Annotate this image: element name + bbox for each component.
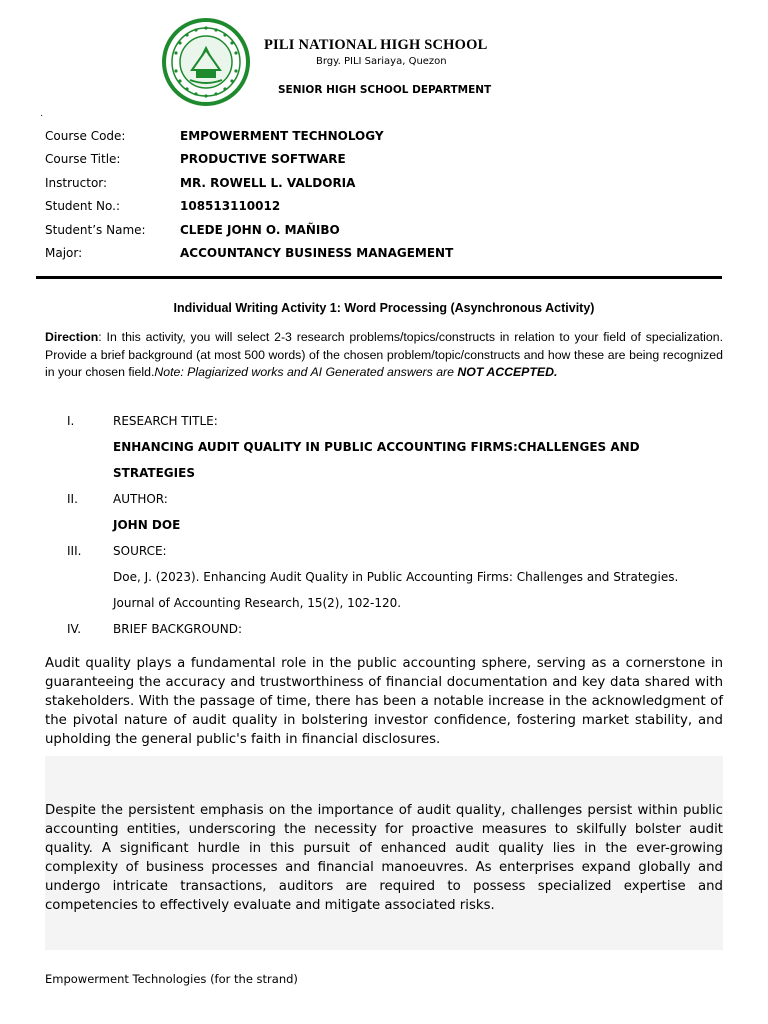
direction-text: : In this activity, you will select 2-3 research problems/topics/constructs in relation to your field of specialization. Provide a brief background (at most 500 words) of the chosen problem/topic/constructs and how these are being recognized in your chosen field. bbox=[45, 330, 723, 379]
outline-number: I. bbox=[67, 414, 75, 428]
author-name: JOHN DOE bbox=[113, 518, 181, 532]
background-paragraph-1: Audit quality plays a fundamental role in the public accounting sphere, serving as a cornerstone in guaranteeing the accuracy and trustworthiness of financial documentation and key data shared with stakeholders. With the passage of time, there has been a notable increase in the acknowledgment of the pivotal nature of audit quality in bolstering investor confidence, fostering market stability, and upholding the general public's faith in financial disclosures. bbox=[45, 656, 723, 747]
school-name: PILI NATIONAL HIGH SCHOOL bbox=[264, 37, 488, 53]
outline-item-background bbox=[67, 616, 727, 642]
research-outline bbox=[67, 408, 727, 642]
info-row-major bbox=[45, 242, 685, 266]
outline-label: RESEARCH TITLE: bbox=[113, 414, 218, 428]
info-row-student-no bbox=[45, 195, 685, 219]
source-citation-line2: Journal of Accounting Research, 15(2), 102-120. bbox=[113, 596, 402, 610]
outline-number: III. bbox=[67, 544, 82, 558]
outline-label: AUTHOR: bbox=[113, 492, 168, 506]
outline-number: II. bbox=[67, 492, 78, 506]
research-title-line1: ENHANCING AUDIT QUALITY IN PUBLIC ACCOUNTING FIRMS:CHALLENGES AND bbox=[113, 440, 640, 454]
research-title-line2: STRATEGIES bbox=[113, 466, 195, 480]
info-label: Course Code: bbox=[45, 128, 126, 143]
page-footer: Empowerment Technologies (for the strand) bbox=[45, 972, 298, 986]
info-label: Student No.: bbox=[45, 199, 121, 214]
info-label: Major: bbox=[45, 246, 83, 261]
info-value: PRODUCTIVE SOFTWARE bbox=[180, 152, 346, 167]
header-divider bbox=[36, 276, 722, 279]
outline-number: IV. bbox=[67, 622, 82, 636]
info-value: 108513110012 bbox=[180, 199, 281, 214]
outline-item-author bbox=[67, 486, 727, 512]
direction-label: Direction bbox=[45, 330, 99, 344]
source-citation-line1: Doe, J. (2023). Enhancing Audit Quality in Public Accounting Firms: Challenges and Strategies. bbox=[113, 570, 679, 584]
info-label: Instructor: bbox=[45, 175, 108, 190]
direction-paragraph bbox=[45, 329, 723, 382]
course-info-block bbox=[45, 124, 685, 265]
outline-item-research-title bbox=[67, 408, 727, 434]
info-row-instructor bbox=[45, 171, 685, 195]
info-value: CLEDE JOHN O. MAÑIBO bbox=[180, 222, 340, 237]
outline-label: SOURCE: bbox=[113, 544, 167, 558]
info-value: EMPOWERMENT TECHNOLOGY bbox=[180, 128, 384, 143]
note-emphasis: NOT ACCEPTED. bbox=[457, 365, 558, 379]
background-paragraph-2: Despite the persistent emphasis on the importance of audit quality, challenges persist within public accounting entities, underscoring the necessity for proactive measures to skilfully bolster audit quality. A significant hurdle in this pursuit of enhanced audit quality lies in the ever-growing complexity of business processes and financial manoeuvres. As enterprises expand globally and undergo intricate transactions, auditors are required to possess specialized expertise and competencies to effectively evaluate and mitigate associated risks. bbox=[45, 803, 723, 913]
info-value: ACCOUNTANCY BUSINESS MANAGEMENT bbox=[180, 246, 454, 261]
info-label: Student’s Name: bbox=[45, 222, 146, 237]
outline-item-source bbox=[67, 538, 727, 564]
school-address: Brgy. PILI Sariaya, Quezon bbox=[316, 56, 447, 67]
info-value: MR. ROWELL L. VALDORIA bbox=[180, 175, 356, 190]
shaded-spacer bbox=[45, 756, 723, 800]
activity-title: Individual Writing Activity 1: Word Processing (Asynchronous Activity) bbox=[173, 301, 595, 315]
department-name: SENIOR HIGH SCHOOL DEPARTMENT bbox=[278, 84, 492, 96]
info-row-student-name bbox=[45, 218, 685, 242]
stray-mark: · bbox=[40, 110, 44, 121]
outline-label: BRIEF BACKGROUND: bbox=[113, 622, 243, 636]
school-seal-logo bbox=[162, 18, 250, 106]
info-row-course-title bbox=[45, 148, 685, 172]
info-row-course-code bbox=[45, 124, 685, 148]
note-text: Note: Plagiarized works and AI Generated answers are bbox=[154, 365, 458, 379]
info-label: Course Title: bbox=[45, 152, 121, 167]
